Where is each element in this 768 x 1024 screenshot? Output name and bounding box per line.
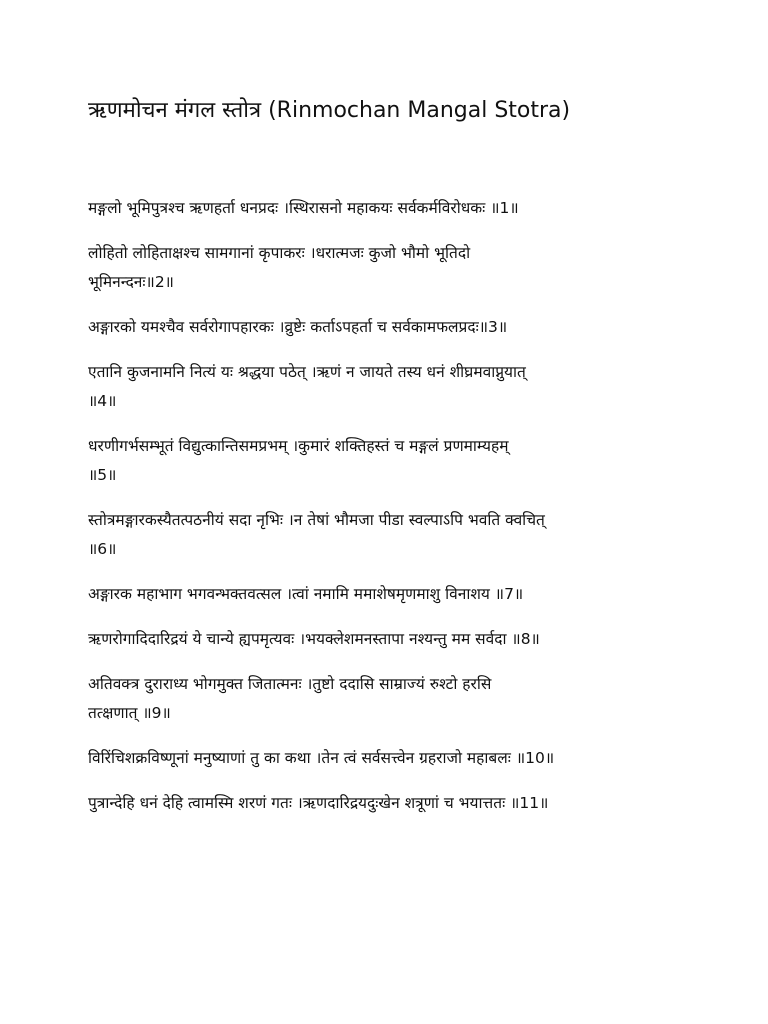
- verse-3: [88, 313, 688, 342]
- verse-8: [88, 625, 688, 654]
- verse-1: [88, 194, 688, 223]
- verse-line: ॥5॥: [88, 466, 117, 484]
- verse-line: लोहितो लोहिताक्षश्च सामगानां कृपाकरः ।धरात्मजः कुजो भौमो भूतिदो: [88, 244, 471, 262]
- verse-list: [88, 194, 688, 834]
- verse-line: ॥4॥: [88, 392, 117, 410]
- verse-line: भूमिनन्दनः॥2॥: [88, 273, 174, 291]
- verse-11: [88, 789, 688, 818]
- verse-line: पुत्रान्देहि धनं देहि त्वामस्मि शरणं गतः ।ऋणदारिद्रयदुःखेन शत्रूणां च भयात्ततः ॥11॥: [88, 794, 549, 812]
- verse-line: मङ्गलो भूमिपुत्रश्च ऋणहर्ता धनप्रदः ।स्थिरासनो महाकयः सर्वकर्मविरोधकः ॥1॥: [88, 199, 519, 217]
- verse-line: ऋणरोगादिदारिद्रयं ये चान्ये ह्यपमृत्यवः ।भयक्लेशमनस्तापा नश्यन्तु मम सर्वदा ॥8॥: [88, 630, 540, 648]
- verse-line: ॥6॥: [88, 540, 117, 558]
- verse-line: धरणीगर्भसम्भूतं विद्युत्कान्तिसमप्रभम् ।कुमारं शक्तिहस्तं च मङ्गलं प्रणमाम्यहम्: [88, 437, 509, 455]
- verse-line: अङ्गारको यमश्चैव सर्वरोगापहारकः ।व्रुष्टेः कर्ताऽपहर्ता च सर्वकामफलप्रदः॥3॥: [88, 318, 508, 336]
- verse-6: [88, 506, 688, 564]
- verse-2: [88, 239, 688, 297]
- document-title: ऋणमोचन मंगल स्तोत्र (Rinmochan Mangal Stotra): [88, 98, 571, 123]
- verse-line: तत्क्षणात् ॥9॥: [88, 704, 171, 722]
- verse-line: अतिवक्त्र दुराराध्य भोगमुक्त जितात्मनः ।तुष्टो ददासि साम्राज्यं रुश्टो हरसि: [88, 675, 492, 693]
- verse-line: एतानि कुजनामनि नित्यं यः श्रद्धया पठेत् ।ऋणं न जायते तस्य धनं शीघ्रमवाप्नुयात्: [88, 363, 526, 381]
- verse-4: [88, 358, 688, 416]
- verse-9: [88, 670, 688, 728]
- verse-line: स्तोत्रमङ्गारकस्यैतत्पठनीयं सदा नृभिः ।न तेषां भौमजा पीडा स्वल्पाऽपि भवति क्वचित्: [88, 511, 545, 529]
- verse-7: [88, 580, 688, 609]
- verse-line: अङ्गारक महाभाग भगवन्भक्तवत्सल ।त्वां नमामि ममाशेषमृणमाशु विनाशय ॥7॥: [88, 585, 524, 603]
- verse-10: [88, 744, 688, 773]
- verse-5: [88, 432, 688, 490]
- verse-line: विरिंचिशक्रविष्णूनां मनुष्याणां तु का कथा ।तेन त्वं सर्वसत्त्वेन ग्रहराजो महाबलः ॥10॥: [88, 749, 555, 767]
